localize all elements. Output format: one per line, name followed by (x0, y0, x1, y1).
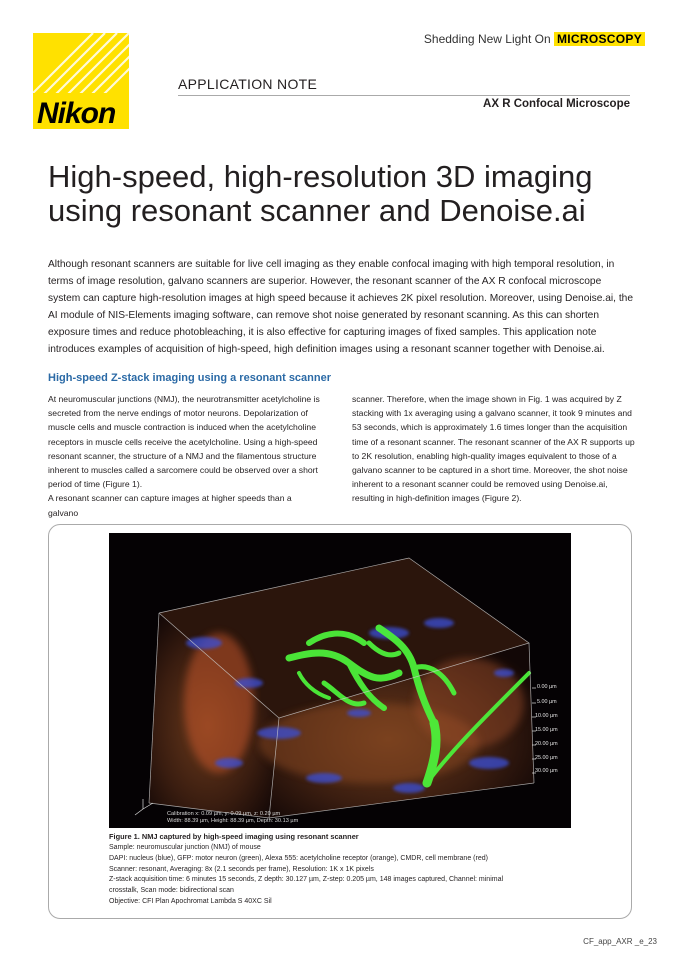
body-paragraph: A resonant scanner can capture images at higher speeds than a galvano (48, 493, 292, 518)
caption-line: Objective: CFI Plan Apochromat Lambda S 40XC Sil (109, 897, 272, 905)
nikon-logo: Nikon (33, 33, 129, 129)
tagline (424, 32, 645, 46)
figure-caption (109, 843, 579, 908)
product-name: AX R Confocal Microscope (483, 98, 630, 110)
section-heading: High-speed Z-stack imaging using a resonant scanner (48, 372, 332, 384)
body-column-right (352, 392, 637, 506)
tagline-text: Shedding New Light On (423, 32, 551, 46)
caption-line: Z-stack acquisition time: 6 minutes 15 seconds, Z depth: 30.127 µm, Z-step: 0.205 µm, 148 images captured, Channel: minimal (109, 876, 504, 884)
calibration-line: Width: 88.39 µm, Height: 88.39 µm, Depth: 30.13 µm (167, 817, 299, 824)
z-tick-label: 0.00 µm (537, 684, 557, 690)
calibration-line: Calibration x: 0.09 µm, y: 0.09 µm, z: 0.20 µm (167, 811, 281, 817)
body-column-left (48, 392, 323, 520)
caption-line: Sample: neuromuscular junction (NMJ) of mouse (109, 844, 261, 851)
z-tick-label: 5.00 µm (537, 699, 557, 705)
caption-line: Scanner: resonant, Averaging: 8x (2.1 seconds per frame), Resolution: 1K x 1K pixels (109, 865, 374, 873)
caption-line: crosstalk, Scan mode: bidirectional scan (109, 887, 234, 895)
caption-line: DAPI: nucleus (blue), GFP: motor neuron (green), Alexa 555: acetylcholine receptor (orange), CMDR, cell membrane (red) (109, 854, 488, 862)
body-paragraph: scanner. Therefore, when the image shown in Fig. 1 was acquired by Z stacking with 1x averaging using a galvano scanner, it took 9 minutes and 53 seconds, which is approximately 1.6 times longer than the acquisition time of a resonant scanner. The resonant scanner of the AX R supports up to 2K resolution, enabling high-quality images equivalent to those of a galvano scanner to be captured in a short time. Moreover, the shot noise inherent to a resonant scanner could be removed using Denoise.ai, resulting in high-definition images (Figure 2). (352, 394, 635, 504)
page-title: High-speed, high-resolution 3D imaging using resonant scanner and Denoise.ai (48, 159, 593, 228)
figure-caption-title: Figure 1. NMJ captured by high-speed imaging using resonant scanner (109, 832, 359, 841)
z-tick-label: 20.00 µm (535, 741, 558, 747)
z-tick-label: 10.00 µm (535, 713, 558, 719)
z-tick-label: 15.00 µm (535, 727, 558, 733)
section-label: APPLICATION NOTE (178, 76, 318, 92)
intro-paragraph: Although resonant scanners are suitable for live cell imaging as they enable confocal imaging with high temporal resolution, in terms of image resolution, galvano scanners are superior. However, the resonant scanner of the AX R confocal microscope system can capture high-resolution images at high speed because it achieves 2K pixel resolution. Moreover, using Denoise.ai, the AI module of NIS-Elements imaging software, can remove shot noise generated by resonant scanning. As this can shorten exposure times and reduce photobleaching, it is also effective for capturing images of fixed samples. This application note introduces examples of acquisition of high-speed, high definition images using a resonant scanner together with Denoise.ai. (48, 259, 633, 355)
header-divider (178, 95, 630, 96)
document-code: CF_app_AXR _e_23 (583, 937, 657, 946)
tagline-highlight: MICROSCOPY (554, 32, 645, 46)
nmj-3d-image (109, 533, 571, 828)
z-tick-label: 30.00 µm (535, 768, 558, 774)
calibration-info (167, 811, 298, 824)
z-tick-label: 25.00 µm (535, 755, 558, 761)
body-paragraph: At neuromuscular junctions (NMJ), the neurotransmitter acetylcholine is secreted from the nerve endings of motor neurons. Depolarization of muscle cells and muscle contraction is induced when the acetylcholine receptors in muscle cells receive the acetylcholine. Using a high-speed resonant scanner, the structure of a NMJ and the filamentous structure inherent to muscles called a sarcomere could be observed over a short period of time (Figure 1). (48, 394, 320, 490)
